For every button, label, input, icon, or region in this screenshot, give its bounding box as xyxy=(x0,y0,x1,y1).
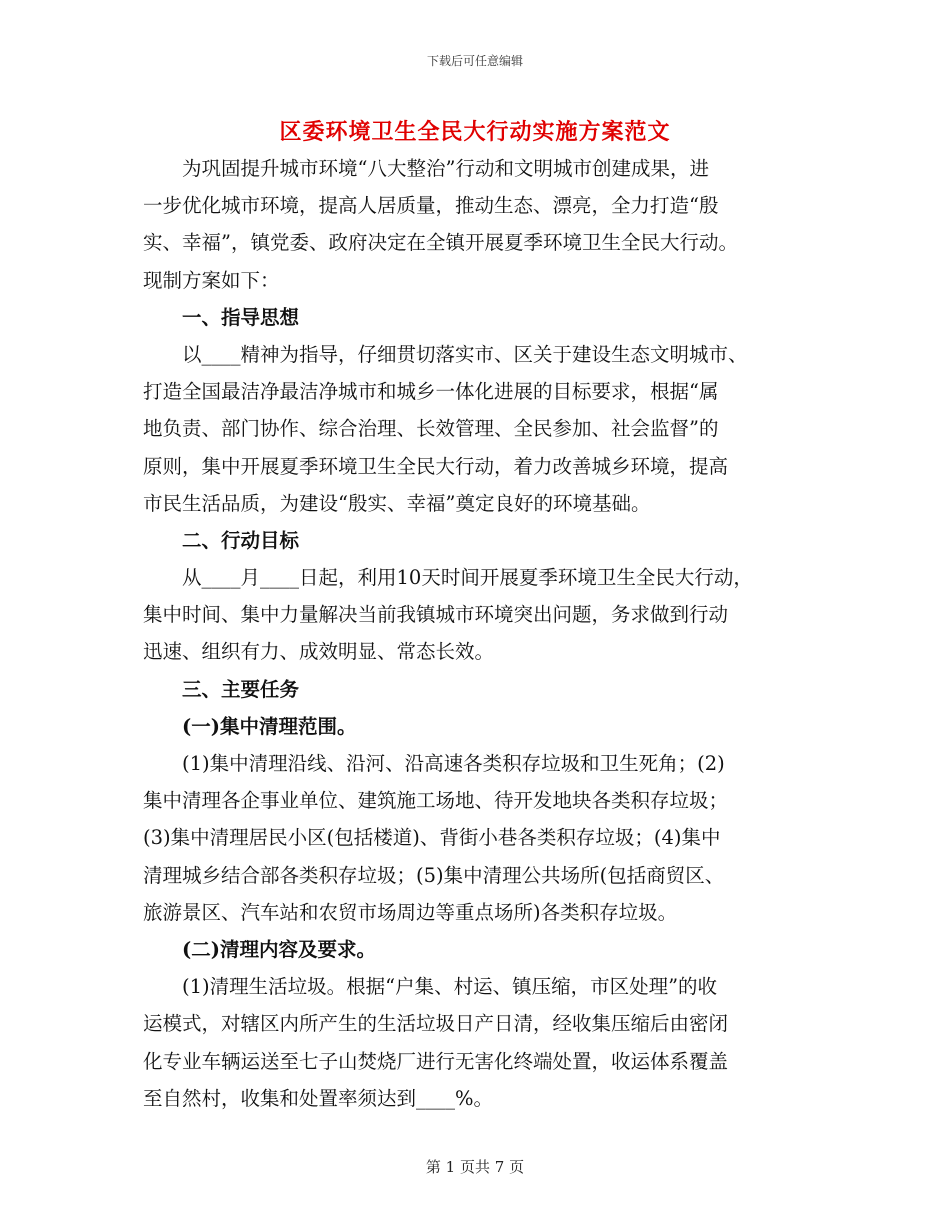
body-text-line: 旅游景区、汽车站和农贸市场周边等重点场所)各类积存垃圾。 xyxy=(143,900,678,924)
body-text-line: 集中清理各企事业单位、建筑施工场地、待开发地块各类积存垃圾； xyxy=(143,789,729,813)
body-text-line: 以____精神为指导，仔细贯切落实市、区关于建设生态文明城市、 xyxy=(143,342,748,366)
section-heading: 二、行动目标 xyxy=(143,528,300,552)
page-header: 下载后可任意编辑 xyxy=(426,54,523,68)
body-text-line: 市民生活品质，为建设“殷实、幸福”奠定良好的环境基础。 xyxy=(143,491,651,515)
body-text-line: (1)清理生活垃圾。根据“户集、村运、镇压缩，市区处理”的收 xyxy=(143,975,718,999)
body-text-line: 为巩固提升城市环境“八大整治”行动和文明城市创建成果，进 xyxy=(143,157,709,180)
body-text-line: 地负责、部门协作、综合治理、长效管理、全民参加、社会监督”的 xyxy=(143,417,719,441)
body-text-line: 化专业车辆运送至七子山焚烧厂进行无害化终端处置，收运体系覆盖 xyxy=(143,1049,729,1073)
body-text-line: 一步优化城市环境，提高人居质量，推动生态、漂亮，全力打造“殷 xyxy=(143,194,719,218)
body-text-line: 清理城乡结合部各类积存垃圾；(5)集中清理公共场所(包括商贸区、 xyxy=(143,863,725,887)
body-text-line: 迅速、组织有力、成效明显、常态长效。 xyxy=(143,640,495,664)
body-text-line: 从____月____日起，利用10天时间开展夏季环境卫生全民大行动， xyxy=(143,566,753,590)
page-footer: 第 1 页共 7 页 xyxy=(425,1158,525,1176)
body-text-line: (3)集中清理居民小区(包括楼道)、背街小巷各类积存垃圾；(4)集中 xyxy=(143,826,721,850)
section-heading: 三、主要任务 xyxy=(143,677,300,701)
body-text-line: 集中时间、集中力量解决当前我镇城市环境突出问题，务求做到行动 xyxy=(143,603,729,627)
body-text-line: 现制方案如下： xyxy=(143,268,280,292)
document-body xyxy=(143,150,808,1117)
body-text-line: 至自然村，收集和处置率须达到____%。 xyxy=(143,1086,494,1110)
body-text-line: 打造全国最洁净最洁净城市和城乡一体化进展的目标要求，根据“属 xyxy=(143,380,719,404)
section-heading: 一、指导思想 xyxy=(143,305,300,329)
section-heading: (一)集中清理范围。 xyxy=(143,714,357,738)
section-heading: (二)清理内容及要求。 xyxy=(143,937,376,961)
body-text-line: (1)集中清理沿线、沿河、沿高速各类积存垃圾和卫生死角；(2) xyxy=(143,752,725,775)
body-text-line: 原则，集中开展夏季环境卫生全民大行动，着力改善城乡环境，提高 xyxy=(143,454,729,478)
body-text-line: 运模式，对辖区内所产生的生活垃圾日产日清，经收集压缩后由密闭 xyxy=(143,1012,729,1036)
body-text-line: 实、幸福”，镇党委、政府决定在全镇开展夏季环境卫生全民大行动。 xyxy=(143,231,738,255)
document-title: 区委环境卫生全民大行动实施方案范文 xyxy=(279,119,671,145)
